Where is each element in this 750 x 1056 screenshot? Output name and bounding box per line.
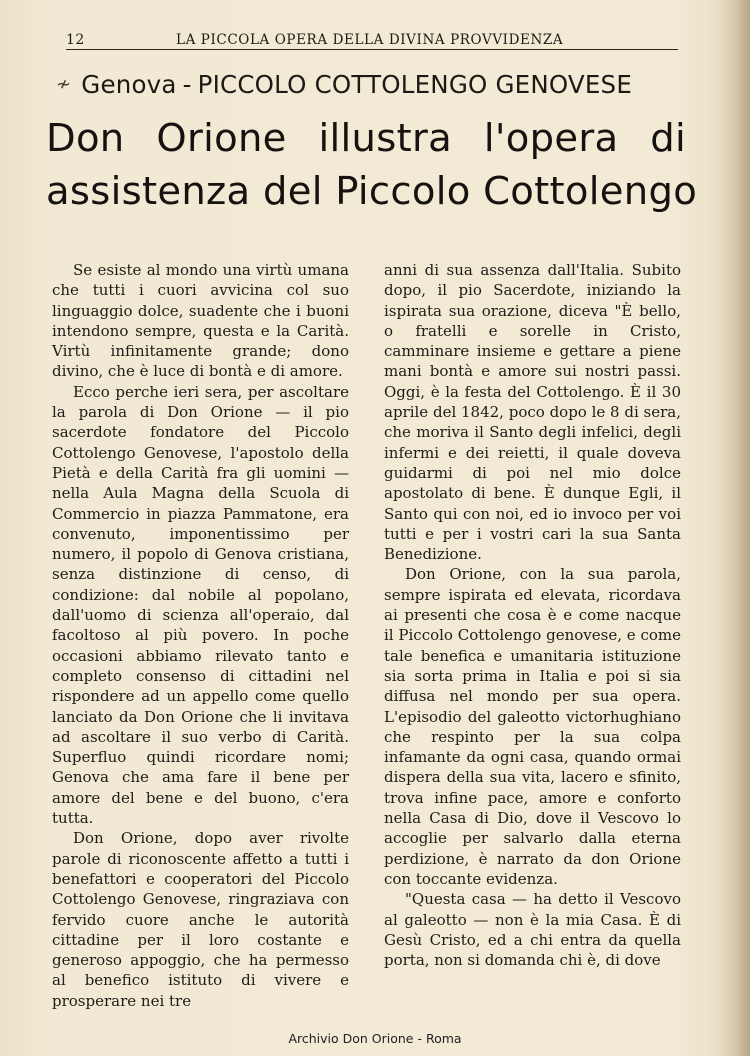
article-paragraph: Don Orione, con la sua parola, sempre ispirata ed elevata, ricordava ai presenti che cosa è e come nacque il Piccolo Cottolengo genovese, e come tale benefica e umanitaria istituzione sia sorta prima in Italia e poi si sia diffusa nel mondo per sua opera. L'episodio del galeotto victorhughiano che respinto per la sua colpa infamante da ogni casa, quando ormai dispera della sua vita, lacero e sfinito, trova infine pace, amore e conforto nella Casa di Dio, dove il Vescovo lo accoglie per salvarlo dalla eterna perdizione, è narrato da don Orione con toccante evidenza.	[384, 565, 681, 888]
article-column-right	[384, 260, 681, 970]
running-header	[66, 32, 678, 50]
headline-line-1	[46, 112, 686, 165]
article-paragraph: Ecco perche ieri sera, per ascoltare la parola di Don Orione — il pio sacerdote fondatore del Piccolo Cottolengo Genovese, l'apostolo della Pietà e della Carità fra gli uomini — nella Aula Magna della Scuola di Commercio in piazza Pammatone, era convenuto, imponentissimo per numero, il popolo di Genova cristiana, senza distinzione di censo, di condizione: dal nobile al popolano, dall'uomo di scienza all'operaio, dal facoltoso al più povero. In poche occasioni abbiamo rilevato tanto e completo consenso di cittadini nel rispondere ad un appello come quello lanciato da Don Orione che li invitava ad ascoltare il suo verbo di Carità. Superfluo quindi ricordare nomi; Genova che ama fare il bene per amore del bene e del buono, c'era tutta.	[52, 382, 349, 828]
headline-word: Orione	[156, 116, 287, 161]
headline-line-2: assistenza del Piccolo Cottolengo	[46, 169, 698, 214]
headline-word: illustra	[318, 116, 453, 161]
article-headline	[46, 112, 698, 218]
kicker-place: Genova	[81, 70, 177, 99]
article-paragraph: Don Orione, dopo aver rivolte parole di riconoscente affetto a tutti i benefattori e cooperatori del Piccolo Cottolengo Genovese, ringraziava con fervido cuore anche le autorità cittadine per il loro costante e generoso appoggio, che ha permesso al benefico istituto di vivere e prosperare nei tre	[52, 829, 349, 1010]
running-title: LA PICCOLA OPERA DELLA DIVINA PROVVIDENZA	[176, 32, 564, 48]
page-edge-shadow	[716, 0, 750, 1056]
article-paragraph: anni di sua assenza dall'Italia. Subito dopo, il pio Sacerdote, iniziando la ispirata sua orazione, diceva "È bello, o fratelli e sorelle in Cristo, camminare insieme e gettare a piene mani bontà e amore sui nostri passi. Oggi, è la festa del Cottolengo. È il 30 aprile del 1842, poco dopo le 8 di sera, che moriva il Santo degli infelici, degli infermi e dei reietti, il quale doveva guidarmi di poi nel mio dolce apostolato di bene. È dunque Egli, il Santo qui con noi, ed io invoco per voi tutti e per i vostri cari la sua Santa Benedizione.	[384, 261, 681, 564]
headline-word: di	[650, 116, 686, 161]
ornament-icon: ≁	[56, 74, 72, 95]
kicker-subject: PICCOLO COTTOLENGO GENOVESE	[197, 70, 632, 99]
article-column-left	[52, 260, 349, 1011]
headline-word: l'opera	[483, 116, 619, 161]
headline-word: Don	[46, 116, 125, 161]
article-paragraph: "Questa casa — ha detto il Vescovo al galeotto — non è la mia Casa. È di Gesù Cristo, ed a chi entra da quella porta, non si domanda chi è, di dove	[384, 890, 681, 970]
archive-footer: Archivio Don Orione - Roma	[288, 1031, 462, 1046]
article-paragraph: Se esiste al mondo una virtù umana che tutti i cuori avvicina col suo linguaggio dolce, suadente che i buoni intendono sempre, questa e la Carità. Virtù infinitamente grande; dono divino, che è luce di bontà e di amore.	[52, 261, 349, 381]
kicker-separator: -	[182, 70, 192, 99]
section-kicker	[56, 70, 696, 104]
page-number: 12	[66, 32, 85, 48]
